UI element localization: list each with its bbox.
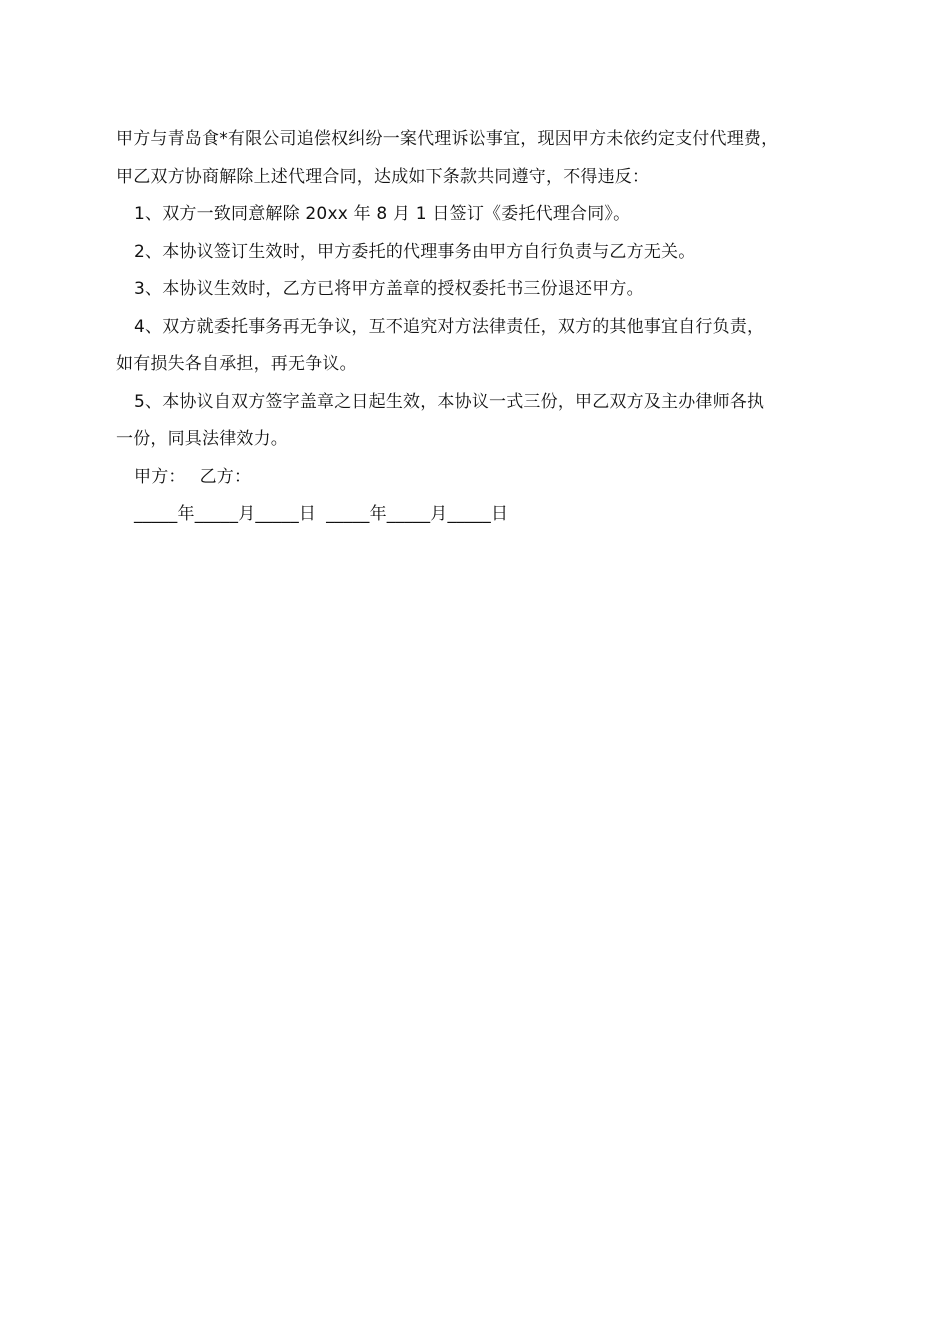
party-b-label: 乙方： — [199, 466, 252, 487]
clause-4-line-1: 4、双方就委托事务再无争议，互不追究对方法律责任，双方的其他事宜自行负责， — [134, 316, 765, 337]
intro-line-2: 甲乙双方协商解除上述代理合同，达成如下条款共同遵守，不得违反： — [116, 166, 650, 187]
clause-5-line-2: 一份，同具法律效力。 — [116, 429, 288, 449]
party-b-date: _____年_____月_____日 — [326, 504, 509, 524]
party-a-date: _____年_____月_____日 — [134, 504, 317, 524]
clause-5-line-1: 5、本协议自双方签字盖章之日起生效，本协议一式三份，甲乙双方及主办律师各执 — [134, 391, 765, 412]
party-a-label: 甲方： — [134, 466, 186, 487]
clause-3: 3、本协议生效时，乙方已将甲方盖章的授权委托书三份退还甲方。 — [134, 279, 644, 299]
clause-4-line-2: 如有损失各自承担，再无争议。 — [116, 354, 357, 374]
signature-dates — [116, 496, 856, 534]
signature-labels — [116, 459, 856, 497]
document-body — [116, 121, 856, 534]
clause-2: 2、本协议签订生效时，甲方委托的代理事务由甲方自行负责与乙方无关。 — [134, 241, 696, 262]
clause-1: 1、双方一致同意解除 20xx 年 8 月 1 日签订《委托代理合同》。 — [134, 204, 631, 224]
intro-line-1: 甲方与青岛食*有限公司追偿权纠纷一案代理诉讼事宜，现因甲方未依约定支付代理费， — [116, 129, 779, 149]
